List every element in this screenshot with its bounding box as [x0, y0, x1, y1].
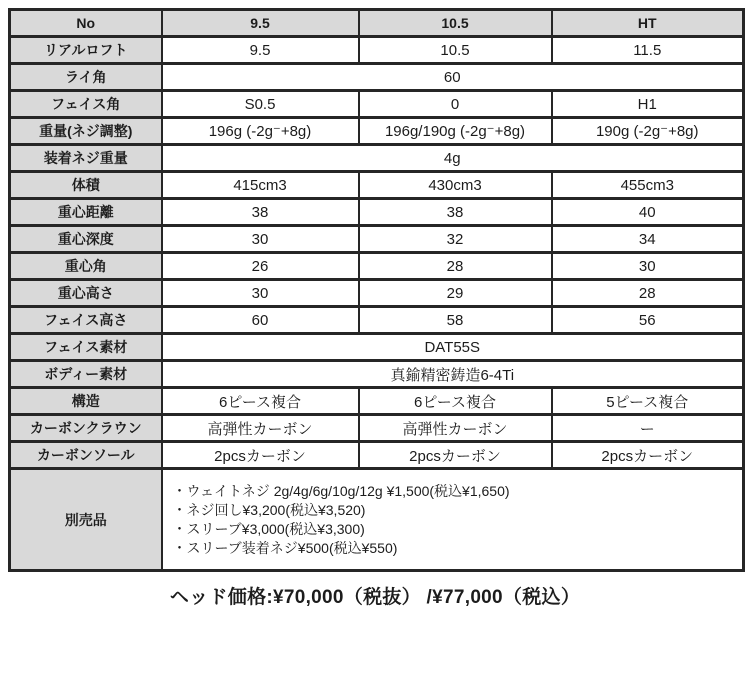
row-label: 体積 [10, 172, 162, 199]
spec-cell: 40 [552, 199, 744, 226]
row-label: フェイス高さ [10, 307, 162, 334]
spec-cell: 415cm3 [162, 172, 359, 199]
col-header-9-5: 9.5 [162, 10, 359, 37]
row-label: 重量(ネジ調整) [10, 118, 162, 145]
row-label: 構造 [10, 388, 162, 415]
spec-cell: 2pcsカーボン [552, 442, 744, 469]
spec-cell: 6ピース複合 [359, 388, 552, 415]
row-label: 重心高さ [10, 280, 162, 307]
row-label: ボディー素材 [10, 361, 162, 388]
spec-cell: 38 [162, 199, 359, 226]
spec-cell: 11.5 [552, 37, 744, 64]
accessory-line: ・ネジ回し¥3,200(税込¥3,520) [172, 501, 366, 518]
row-label: 別売品 [10, 469, 162, 571]
spec-cell: S0.5 [162, 91, 359, 118]
spec-cell: 58 [359, 307, 552, 334]
spec-cell: 30 [552, 253, 744, 280]
row-label: カーボンクラウン [10, 415, 162, 442]
table-row-volume [10, 172, 744, 199]
spec-cell: 196g/190g (-2g⁻+8g) [359, 118, 552, 145]
table-row-cg-height [10, 280, 744, 307]
spec-cell: 28 [552, 280, 744, 307]
row-label: リアルロフト [10, 37, 162, 64]
spec-cell: 5ピース複合 [552, 388, 744, 415]
row-label: ライ角 [10, 64, 162, 91]
spec-cell: 196g (-2g⁻+8g) [162, 118, 359, 145]
table-row-lie-angle [10, 64, 744, 91]
col-header-ht: HT [552, 10, 744, 37]
spec-cell: 6ピース複合 [162, 388, 359, 415]
col-header-no: No [10, 10, 162, 37]
table-row-carbon-crown [10, 415, 744, 442]
row-label: 重心深度 [10, 226, 162, 253]
accessory-line: ・ウェイトネジ 2g/4g/6g/10g/12g ¥1,500(税込¥1,650) [172, 482, 510, 499]
table-row-weight [10, 118, 744, 145]
spec-cell: ー [552, 415, 744, 442]
spec-cell-span: DAT55S [162, 334, 744, 361]
table-row-face-angle [10, 91, 744, 118]
accessory-line: ・スリーブ装着ネジ¥500(税込¥550) [172, 539, 398, 556]
head-price-text: ヘッド価格:¥70,000（税抜） /¥77,000（税込） [169, 587, 581, 608]
row-label: 重心距離 [10, 199, 162, 226]
spec-cell: 30 [162, 226, 359, 253]
spec-cell: 2pcsカーボン [359, 442, 552, 469]
spec-cell: 2pcsカーボン [162, 442, 359, 469]
spec-cell: 9.5 [162, 37, 359, 64]
spec-cell: 32 [359, 226, 552, 253]
spec-cell: 34 [552, 226, 744, 253]
accessories-cell [162, 469, 744, 571]
table-row-structure [10, 388, 744, 415]
spec-cell: 29 [359, 280, 552, 307]
spec-cell-span: 60 [162, 64, 744, 91]
table-row-body-material [10, 361, 744, 388]
spec-cell-span: 4g [162, 145, 744, 172]
table-row-face-height [10, 307, 744, 334]
table-row-carbon-sole [10, 442, 744, 469]
table-row-real-loft [10, 37, 744, 64]
table-row-accessories [10, 469, 744, 571]
table-row-screw-weight [10, 145, 744, 172]
spec-cell: 60 [162, 307, 359, 334]
spec-cell: 56 [552, 307, 744, 334]
spec-cell: 190g (-2g⁻+8g) [552, 118, 744, 145]
spec-cell: 10.5 [359, 37, 552, 64]
row-label: フェイス角 [10, 91, 162, 118]
spec-cell: 0 [359, 91, 552, 118]
row-label: 装着ネジ重量 [10, 145, 162, 172]
spec-cell-span: 真鍮精密鋳造6-4Ti [162, 361, 744, 388]
row-label: フェイス素材 [10, 334, 162, 361]
spec-table [8, 8, 745, 572]
spec-cell: 26 [162, 253, 359, 280]
table-row-face-material [10, 334, 744, 361]
row-label: 重心角 [10, 253, 162, 280]
spec-cell: 28 [359, 253, 552, 280]
col-header-10-5: 10.5 [359, 10, 552, 37]
spec-cell: H1 [552, 91, 744, 118]
table-row-cg-angle [10, 253, 744, 280]
accessory-line: ・スリーブ¥3,000(税込¥3,300) [172, 520, 365, 537]
spec-cell: 455cm3 [552, 172, 744, 199]
row-label: カーボンソール [10, 442, 162, 469]
spec-cell: 高弾性カーボン [359, 415, 552, 442]
table-row-cg-depth [10, 226, 744, 253]
table-row-cg-distance [10, 199, 744, 226]
spec-cell: 38 [359, 199, 552, 226]
spec-cell: 430cm3 [359, 172, 552, 199]
spec-cell: 高弾性カーボン [162, 415, 359, 442]
spec-cell: 30 [162, 280, 359, 307]
header-row [10, 10, 744, 37]
